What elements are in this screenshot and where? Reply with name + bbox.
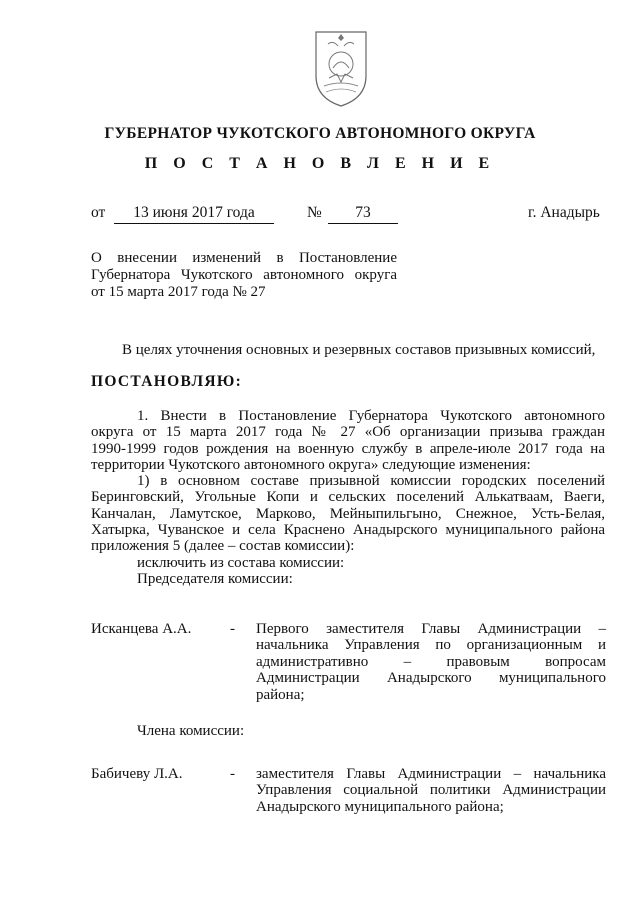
paragraph-line: территории Чукотского автономного округа» следующие изменения: [91, 456, 531, 473]
position-line: Первого заместителя Главы Администрации – [256, 621, 606, 637]
paragraph-line: приложения 5 (далее – состав комиссии): [91, 538, 355, 555]
paragraph-line: Беринговский, Угольные Копи и сельских поселений Алькатваам, Ваеги, [91, 489, 605, 506]
exclude-line: исключить из состава комиссии: [137, 555, 345, 571]
document-type-title: П О С Т А Н О В Л Е Н И Е [144, 155, 496, 172]
paragraph-line: 1. Внести в Постановление Губернатора Чукотского автономного [137, 408, 605, 424]
position-line: административно – правовым вопросам [256, 653, 606, 670]
authority-title: ГУБЕРНАТОР ЧУКОТСКОГО АВТОНОМНОГО ОКРУГА [104, 125, 536, 142]
subject-block [91, 250, 397, 301]
person-name: Бабичеву Л.А. [91, 766, 183, 782]
subject-line: О внесении изменений в Постановление [91, 250, 397, 266]
position-line: начальника Управления по организационным и [256, 637, 606, 654]
position-line: Анадырского муниципального района; [256, 798, 504, 815]
person-position [256, 766, 606, 815]
paragraph-line: 1990-1999 годов рождения на военную службу в апреле-июле 2017 года на [91, 440, 605, 457]
paragraph-line: округа от 15 марта 2017 года № 27 «Об организации призыва граждан [91, 424, 605, 441]
number-field [328, 203, 398, 224]
preamble: В целях уточнения основных и резервных составов призывных комиссий, [122, 342, 596, 358]
number-value: 73 [328, 203, 398, 224]
person-position [256, 621, 606, 703]
chair-label: Председателя комиссии: [137, 571, 293, 587]
paragraph-line: Канчалан, Ламутское, Марково, Мейныпильгыно, Снежное, Усть-Белая, [91, 505, 605, 522]
paragraph-line: 1) в основном составе призывной комиссии городских поселений [137, 473, 605, 489]
position-line: заместителя Главы Администрации – начальника [256, 766, 606, 782]
dash-separator: - [230, 766, 235, 782]
date-value: 13 июня 2017 года [114, 203, 274, 224]
paragraph-line: Хатырка, Чуванское и села Краснено Анадырского муниципального района [91, 521, 605, 538]
paragraph-1 [91, 408, 605, 473]
subject-line: Губернатора Чукотского автономного округа [91, 267, 397, 283]
position-line: Управления социальной политики Администрации [256, 782, 606, 799]
subject-line: от 15 марта 2017 года № 27 [91, 284, 266, 300]
place-value: г. Анадырь [528, 204, 600, 221]
position-line: района; [256, 686, 305, 703]
coat-of-arms-icon [306, 26, 376, 110]
number-prefix: № [307, 204, 322, 221]
date-field [114, 203, 274, 224]
date-prefix: от [91, 204, 106, 221]
paragraph-2 [91, 473, 605, 554]
person-name: Исканцева А.А. [91, 621, 192, 637]
position-line: Администрации Анадырского муниципального [256, 670, 606, 687]
member-label: Члена комиссии: [137, 723, 245, 739]
dash-separator: - [230, 621, 235, 637]
resolve-heading: ПОСТАНОВЛЯЮ: [91, 373, 243, 390]
